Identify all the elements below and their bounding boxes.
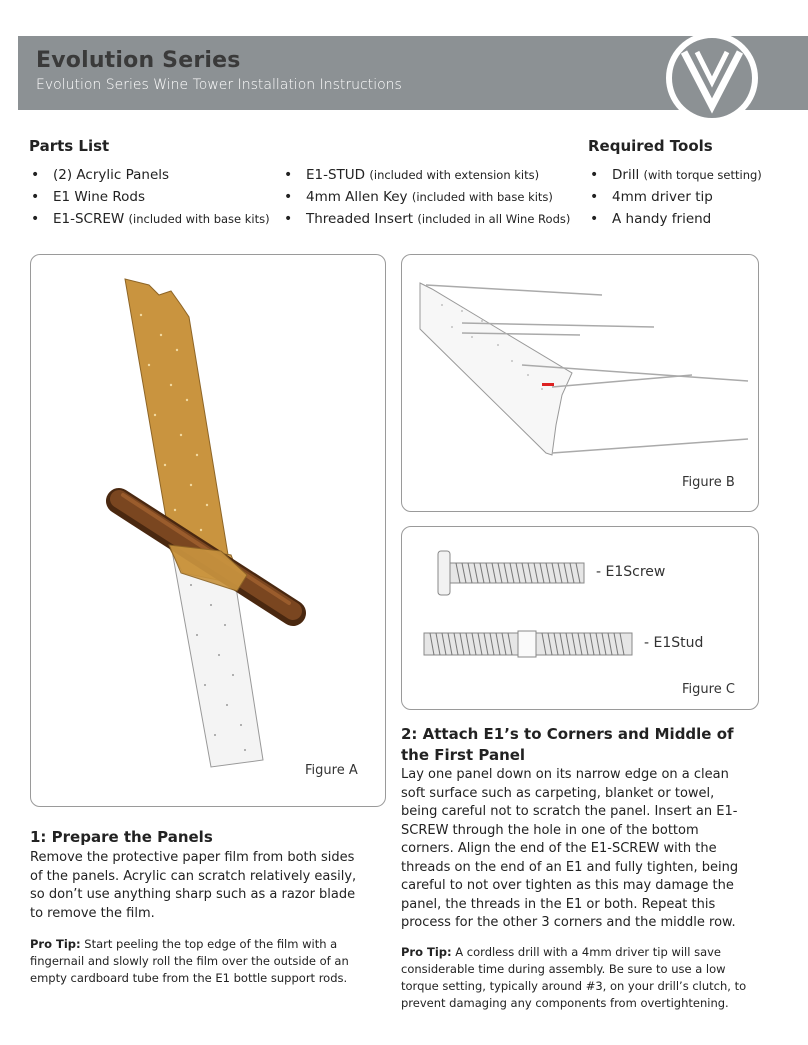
e1-screw-icon [438, 551, 584, 595]
figure-b-box [401, 254, 759, 512]
step2-title: 2: Attach E1’s to Corners and Middle of the First Panel [401, 725, 734, 764]
peeling-film-illustration [31, 255, 387, 808]
required-tools-list [588, 164, 762, 230]
figure-a-label: Figure A [305, 763, 358, 778]
figure-c-label: Figure C [682, 682, 735, 697]
figure-b-label: Figure B [682, 475, 735, 490]
step2-body: Lay one panel down on its narrow edge on a clean soft surface such as carpeting, blanket or towel, being careful not to scratch the panel. Insert an E1-SCREW through the hole in one of the bottom corners. Align the end of the E1-SCREW with the threads on the end of an E1 and fully tighten, being careful to not over tighten as this may damage the panel, the threads in the E1 or both. Repeat this process for the other 3 corners and the middle row. [401, 767, 739, 930]
step1-body: Remove the protective paper film from both sides of the panels. Acrylic can scratch relatively easily, so don’t use anything sharp such as a razor blade to remove the film. [30, 850, 357, 921]
brand-logo-icon [664, 30, 760, 126]
e1-stud-icon [424, 631, 632, 657]
parts-list-col2 [282, 164, 570, 230]
list-item: • E1-STUD (included with extension kits) [282, 164, 570, 186]
list-item: • Threaded Insert (included in all Wine Rods) [282, 208, 570, 230]
page-subtitle: Evolution Series Wine Tower Installation Instructions [36, 77, 402, 93]
parts-list-heading: Parts List [29, 137, 110, 155]
e1-screw-label: - E1Screw [596, 564, 666, 580]
page-title: Evolution Series [36, 48, 241, 73]
step1-protip: Pro Tip: Start peeling the top edge of the film with a fingernail and slowly roll the film over the outside of an empty cardboard tube from the E1 bottle support rods. [30, 937, 349, 985]
parts-list-col1 [29, 164, 270, 230]
list-item: • (2) Acrylic Panels [29, 164, 270, 186]
list-item: • 4mm Allen Key (included with base kits) [282, 186, 570, 208]
list-item: • E1-SCREW (included with base kits) [29, 208, 270, 230]
step2-protip: Pro Tip: A cordless drill with a 4mm driver tip will save considerable time during assembly. Be sure to use a low torque setting, typically around #3, on your drill’s clutch, to prevent damaging any components from overtightening. [401, 945, 747, 1010]
figure-a-box [30, 254, 386, 807]
e1-stud-label: - E1Stud [644, 635, 704, 651]
screw-marker-icon [542, 383, 554, 386]
list-item: • A handy friend [588, 208, 762, 230]
step1-title: 1: Prepare the Panels [30, 828, 213, 846]
list-item: • E1 Wine Rods [29, 186, 270, 208]
figure-c-box [401, 526, 759, 710]
list-item: • Drill (with torque setting) [588, 164, 762, 186]
list-item: • 4mm driver tip [588, 186, 762, 208]
required-tools-heading: Required Tools [588, 137, 713, 155]
